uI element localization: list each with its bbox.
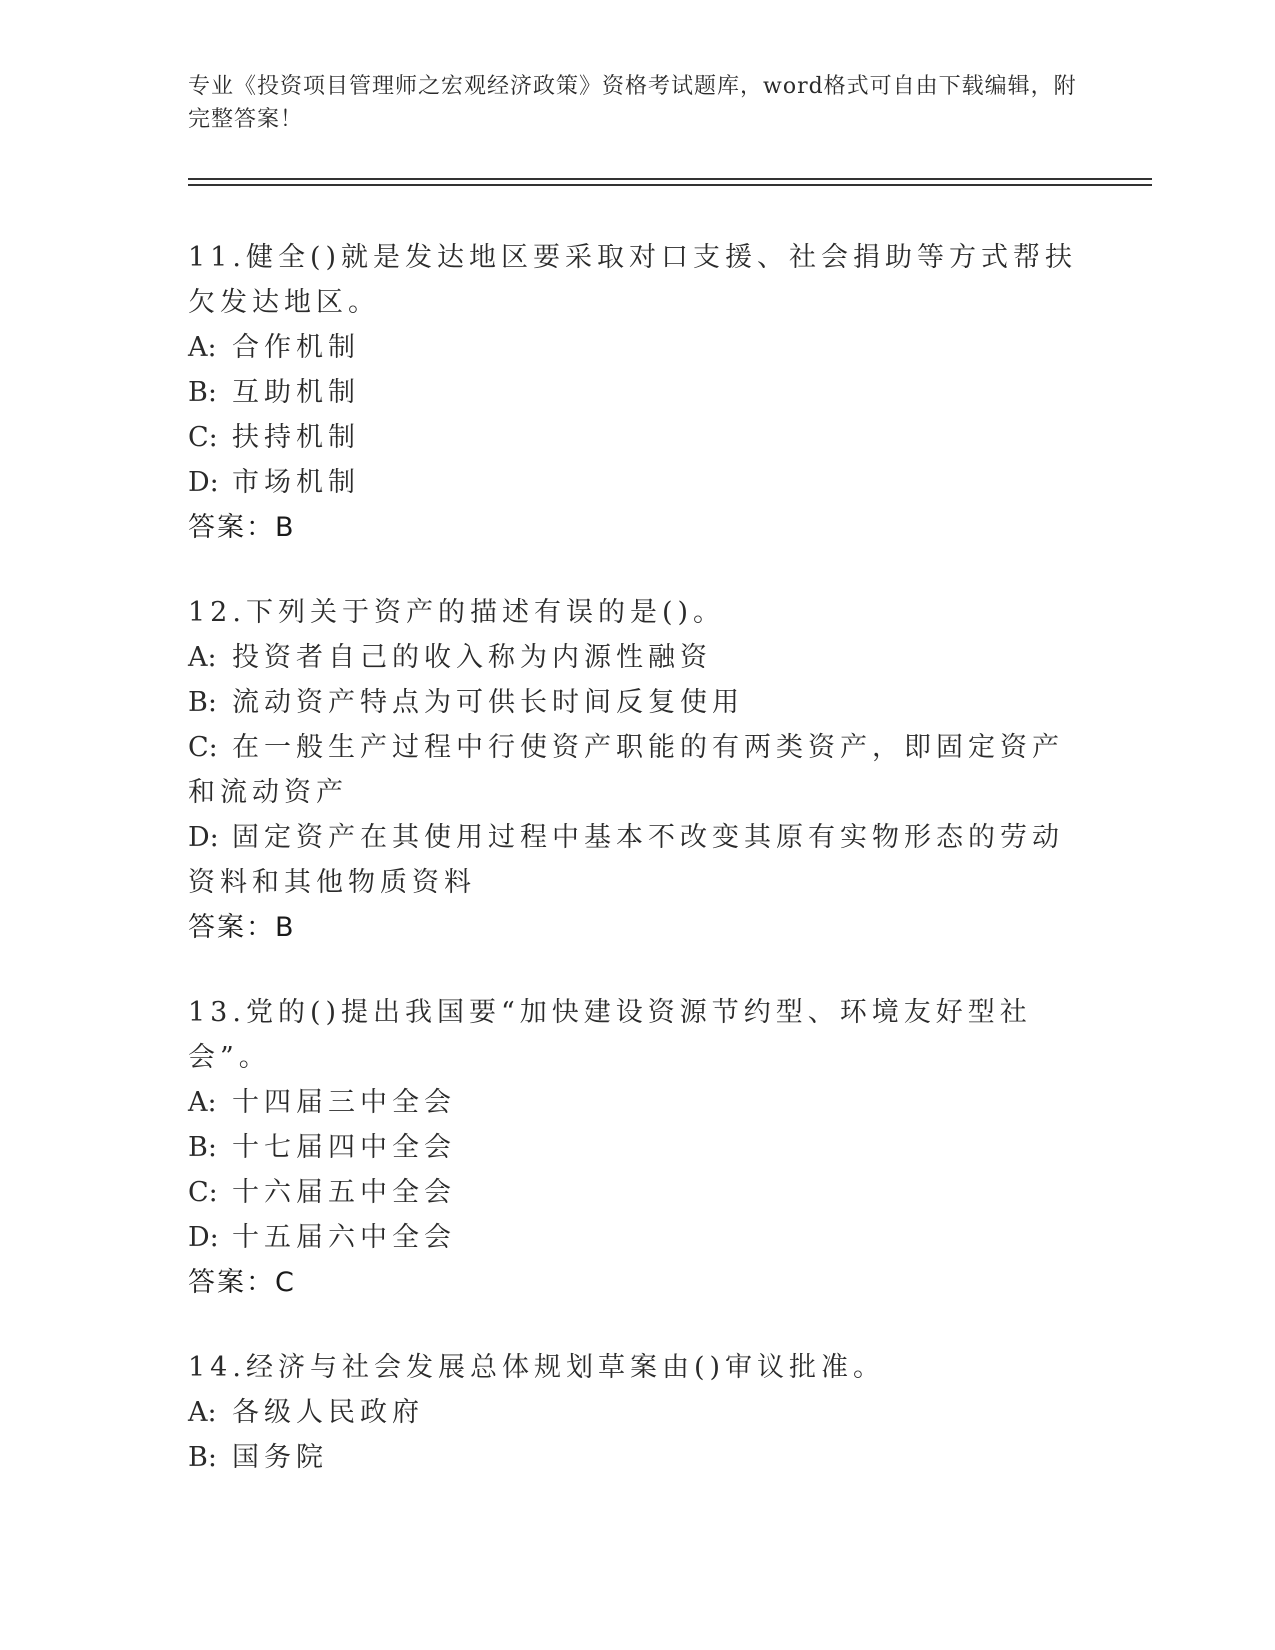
option-label: A: xyxy=(188,642,217,673)
option-text: 十七届四中全会 xyxy=(232,1132,456,1163)
option-c xyxy=(188,415,1088,460)
option-label: C: xyxy=(188,1177,218,1208)
option-label: B: xyxy=(188,377,217,408)
option-b xyxy=(188,1435,1088,1480)
option-d xyxy=(188,1215,1088,1260)
option-a xyxy=(188,1080,1088,1125)
answer: 答案：B xyxy=(188,512,296,543)
option-text: 固定资产在其使用过程中基本不改变其原有实物形态的劳动资料和其他物质资料 xyxy=(188,822,1064,898)
option-d xyxy=(188,460,1088,505)
option-label: A: xyxy=(188,332,217,363)
option-label: C: xyxy=(188,422,218,453)
option-b xyxy=(188,370,1088,415)
answer: 答案：B xyxy=(188,912,296,943)
option-text: 市场机制 xyxy=(232,467,360,498)
question-stem: 14.经济与社会发展总体规划草案由()审议批准。 xyxy=(188,1352,886,1383)
option-text: 互助机制 xyxy=(232,377,360,408)
question-stem: 13.党的()提出我国要“加快建设资源节约型、环境友好型社会”。 xyxy=(188,997,1032,1073)
option-c xyxy=(188,1170,1088,1215)
option-d xyxy=(188,815,1088,905)
option-text: 各级人民政府 xyxy=(232,1397,424,1428)
option-label: B: xyxy=(188,1132,217,1163)
question-13 xyxy=(188,990,1088,1305)
option-text: 十五届六中全会 xyxy=(232,1222,456,1253)
option-label: D: xyxy=(188,822,219,853)
question-stem: 12.下列关于资产的描述有误的是()。 xyxy=(188,597,726,628)
option-label: D: xyxy=(188,467,219,498)
option-text: 十四届三中全会 xyxy=(232,1087,456,1118)
option-a xyxy=(188,325,1088,370)
question-11 xyxy=(188,235,1088,550)
option-label: B: xyxy=(188,687,217,718)
option-text: 国务院 xyxy=(232,1442,328,1473)
question-stem: 11.健全()就是发达地区要采取对口支援、社会捐助等方式帮扶欠发达地区。 xyxy=(188,242,1078,318)
option-text: 扶持机制 xyxy=(232,422,360,453)
option-b xyxy=(188,680,1088,725)
header-rule-top xyxy=(188,178,1152,180)
option-label: A: xyxy=(188,1087,217,1118)
option-c xyxy=(188,725,1088,815)
question-list xyxy=(188,235,1088,1520)
header-rule-bottom xyxy=(188,184,1152,186)
option-a xyxy=(188,635,1088,680)
option-label: A: xyxy=(188,1397,217,1428)
option-text: 合作机制 xyxy=(232,332,360,363)
question-12 xyxy=(188,590,1088,950)
option-label: B: xyxy=(188,1442,217,1473)
option-label: D: xyxy=(188,1222,219,1253)
answer: 答案：C xyxy=(188,1267,296,1298)
option-a xyxy=(188,1390,1088,1435)
question-14 xyxy=(188,1345,1088,1480)
option-text: 投资者自己的收入称为内源性融资 xyxy=(232,642,712,673)
option-text: 在一般生产过程中行使资产职能的有两类资产，即固定资产和流动资产 xyxy=(188,732,1064,808)
option-text: 流动资产特点为可供长时间反复使用 xyxy=(232,687,744,718)
document-header: 专业《投资项目管理师之宏观经济政策》资格考试题库，word格式可自由下载编辑，附完整答案！ xyxy=(188,74,1077,132)
option-text: 十六届五中全会 xyxy=(232,1177,456,1208)
option-b xyxy=(188,1125,1088,1170)
option-label: C: xyxy=(188,732,218,763)
